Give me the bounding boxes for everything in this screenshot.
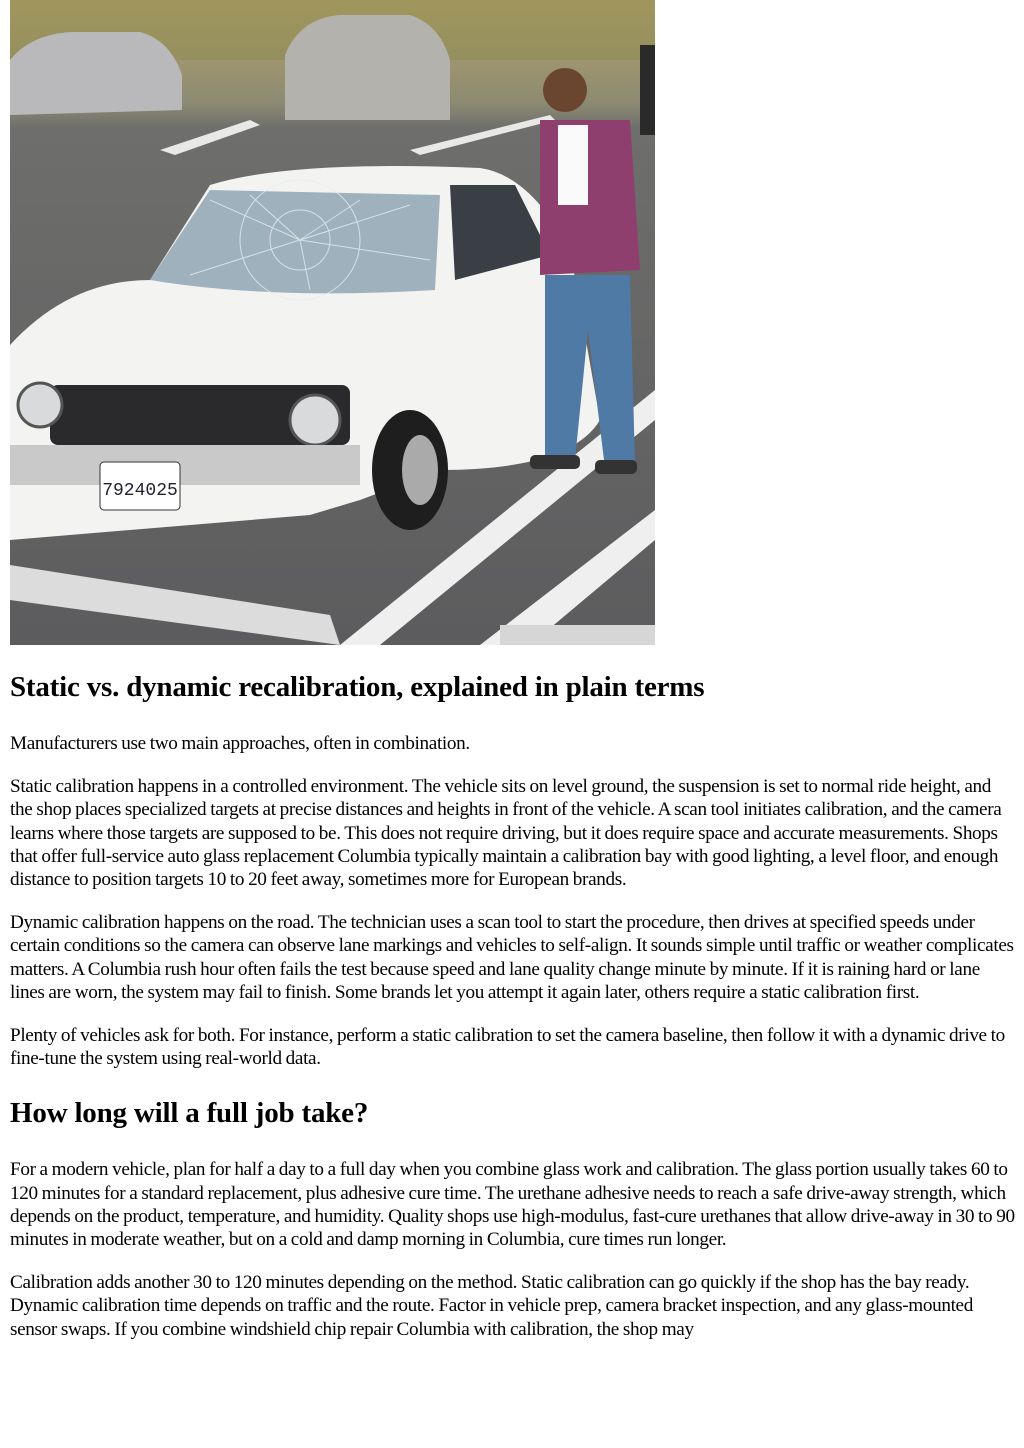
car-windshield-illustration bbox=[10, 0, 655, 645]
article-body bbox=[10, 668, 1016, 1361]
paragraph: Manufacturers use two main approaches, often in combination. bbox=[10, 733, 470, 754]
paragraph: For a modern vehicle, plan for half a day to a full day when you combine glass work and calibration. The glass portion usually takes 60 to 120 minutes for a standard replacement, plus adhesive cure time. The urethane adhesive needs to reach a safe drive-away strength, which depends on the product, temperature, and humidity. Quality shops use high-modulus, fast-cure urethanes that allow drive-away in 30 to 90 minutes in moderate weather, but on a cold and damp morning in Columbia, cure times run longer. bbox=[10, 1159, 1015, 1251]
hero-image bbox=[10, 0, 655, 645]
paragraph: Calibration adds another 30 to 120 minutes depending on the method. Static calibration can go quickly if the shop has the bay ready. Dynamic calibration time depends on traffic and the route. Factor in vehicle prep, camera bracket inspection, and any glass-mounted sensor swaps. If you combine windshield chip repair Columbia with calibration, the shop may bbox=[10, 1272, 973, 1340]
license-plate: 7924025 bbox=[102, 481, 178, 501]
paragraph: Dynamic calibration happens on the road. The technician uses a scan tool to start the procedure, then drives at specified speeds under certain conditions so the camera can observe lane markings and vehicles to self-align. It sounds simple until traffic or weather complicates matters. A Columbia rush hour often fails the test because speed and lane quality change minute by minute. If it is raining hard or lane lines are worn, the system may fail to finish. Some brands let you attempt it again later, others require a static calibration first. bbox=[10, 912, 1014, 1003]
paragraph: Plenty of vehicles ask for both. For instance, perform a static calibration to set the camera baseline, then follow it with a dynamic drive to fine-tune the system using real-world data. bbox=[10, 1025, 1005, 1070]
paragraph: Static calibration happens in a controlled environment. The vehicle sits on level ground, the suspension is set to normal ride height, and the shop places specialized targets at precise distances and heights in front of the vehicle. A scan tool initiates calibration, and the camera learns where those targets are supposed to be. This does not require driving, but it does require space and accurate measurements. Shops that offer full-service auto glass replacement Columbia typically maintain a calibration bay with good lighting, a level floor, and enough distance to position targets 10 to 20 feet away, sometimes more for European brands. bbox=[10, 776, 1002, 891]
section-heading-recalibration: Static vs. dynamic recalibration, explained in plain terms bbox=[10, 671, 705, 703]
section-heading-job-duration: How long will a full job take? bbox=[10, 1097, 369, 1130]
